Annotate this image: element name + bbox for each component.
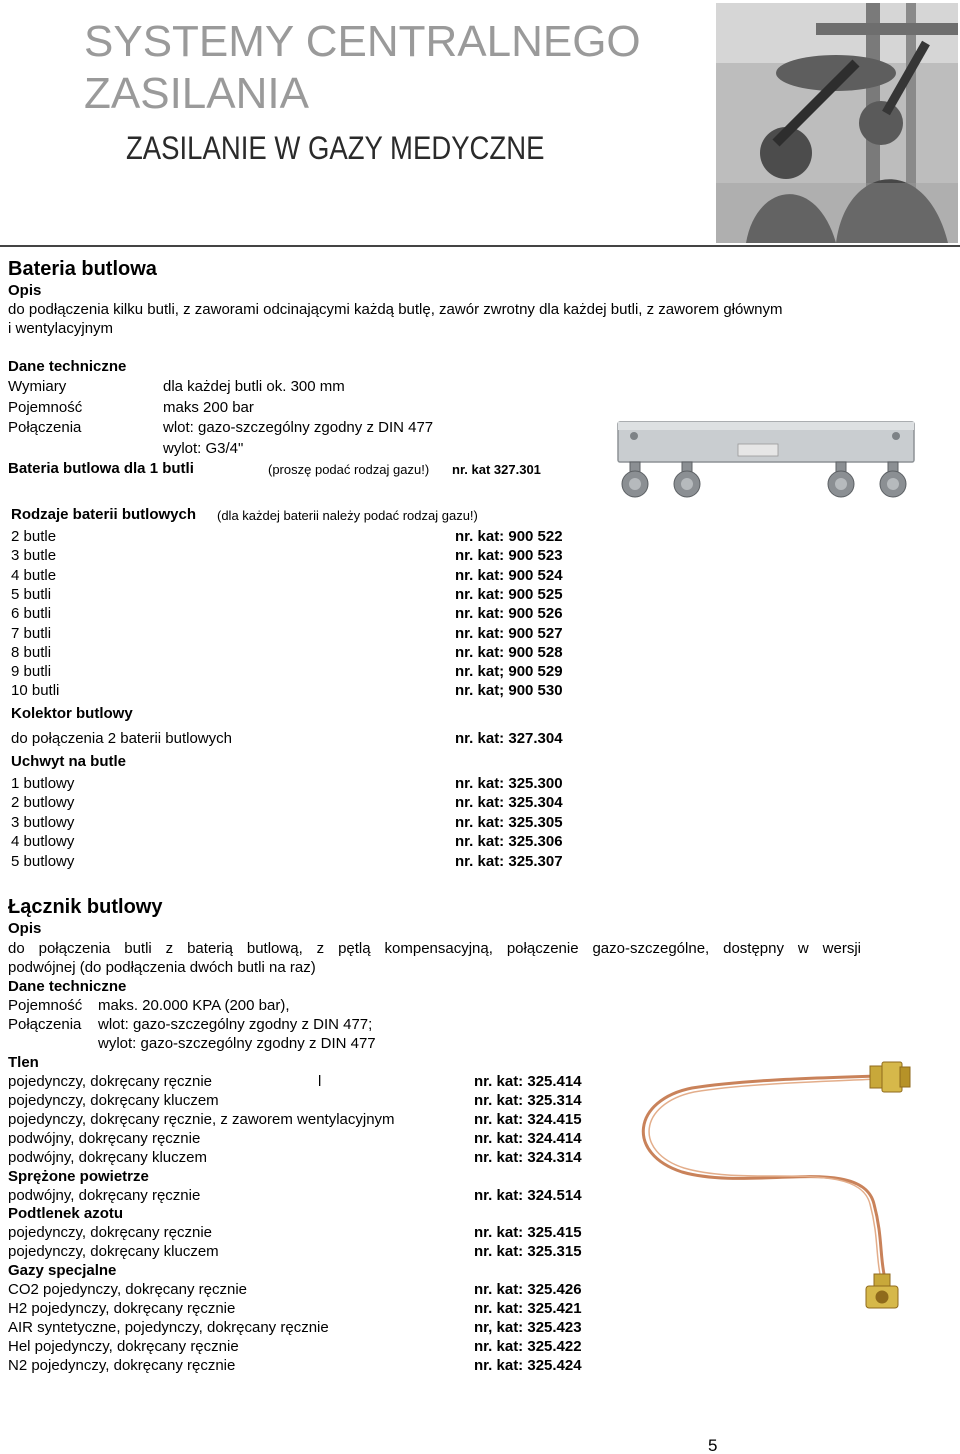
item-name: 4 butle — [11, 567, 57, 584]
spec-value: maks 200 bar — [163, 399, 254, 416]
item-name: 1 butlowy — [11, 775, 75, 792]
spec-label: Wymiary — [8, 378, 67, 395]
item-name: Hel pojedynczy, dokręcany ręcznie — [8, 1338, 239, 1355]
list-item — [11, 528, 611, 547]
page-number: 5 — [708, 1436, 718, 1454]
item-name: podwójny, dokręcany ręcznie — [8, 1130, 201, 1147]
bateria-dane-label: Dane techniczne — [8, 358, 127, 375]
header-title-line2: ZASILANIA — [84, 69, 309, 118]
header-divider — [0, 245, 960, 247]
item-name: H2 pojedynczy, dokręcany ręcznie — [8, 1300, 236, 1317]
list-item — [8, 1357, 628, 1376]
list-item — [8, 1149, 628, 1168]
lacznik-opis-line1: do połączenia butli z baterią butlową, z pętlą kompensacyjną, połączenie gazo-szczególne, dostępny w wersji — [8, 940, 861, 957]
item-name: pojedynczy, dokręcany ręcznie — [8, 1073, 212, 1090]
uchwyt-heading: Uchwyt na butle — [11, 753, 127, 770]
spec-label: Pojemność — [8, 997, 83, 1014]
item-cat: nr. kat: 900 522 — [455, 528, 563, 545]
list-item — [8, 1300, 628, 1319]
item-cat: nr. kat: 325.315 — [474, 1243, 582, 1260]
workers-photo-image — [716, 3, 958, 243]
list-item — [8, 1092, 628, 1111]
item-cat: nr. kat; 900 530 — [455, 682, 563, 699]
list-item — [11, 730, 611, 749]
manifold-image — [604, 408, 926, 504]
item-cat: nr. kat: 324.415 — [474, 1111, 582, 1128]
item-cat: nr. kat: 900 525 — [455, 586, 563, 603]
list-item — [11, 605, 611, 624]
item-cat: nr. kat: 325.422 — [474, 1338, 582, 1355]
list-item — [11, 567, 611, 586]
kolektor-heading: Kolektor butlowy — [11, 705, 133, 722]
item-cat: nr. kat: 325.415 — [474, 1224, 582, 1241]
item-cat: nr. kat; 900 529 — [455, 663, 563, 680]
item-name: 10 butli — [11, 682, 60, 699]
pipe-connector-image — [612, 1054, 954, 1324]
item-cat: nr. kat: 325.426 — [474, 1281, 582, 1298]
item-cat: nr. kat: 325.300 — [455, 775, 563, 792]
list-item — [8, 1319, 628, 1338]
item-cat: nr. kat: 324.314 — [474, 1149, 582, 1166]
group-heading-gazy: Gazy specjalne — [8, 1262, 117, 1279]
bateria-opis-label: Opis — [8, 282, 42, 299]
item-name: pojedynczy, dokręcany kluczem — [8, 1243, 219, 1260]
list-item — [8, 1281, 628, 1300]
item-cat: nr. kat: 900 523 — [455, 547, 563, 564]
header-title-line1: SYSTEMY CENTRALNEGO — [84, 17, 641, 66]
list-item — [11, 547, 611, 566]
list-item — [11, 814, 611, 833]
bateria-opis-line1: do podłączenia kilku butli, z zaworami odcinającymi każdą butlę, zawór zwrotny dla każdej butli, z zaworem głównym — [8, 301, 783, 318]
single-battery-label: Bateria butlowa dla 1 butli — [8, 460, 194, 477]
item-cat: nr. kat: 325.307 — [455, 853, 563, 870]
item-name: N2 pojedynczy, dokręcany ręcznie — [8, 1357, 236, 1374]
item-mark: l — [318, 1073, 322, 1090]
lacznik-opis-label: Opis — [8, 920, 42, 937]
item-cat: nr. kat: 325.421 — [474, 1300, 582, 1317]
bateria-opis-line2: i wentylacyjnym — [8, 320, 114, 337]
item-cat: nr. kat: 325.424 — [474, 1357, 582, 1374]
item-cat: nr. kat: 324.414 — [474, 1130, 582, 1147]
item-name: pojedynczy, dokręcany ręcznie, z zaworem wentylacyjnym — [8, 1111, 395, 1128]
spec-value: wylot: gazo-szczególny zgodny z DIN 477 — [98, 1035, 376, 1052]
item-name: 3 butle — [11, 547, 57, 564]
item-name: 6 butli — [11, 605, 52, 622]
item-name: AIR syntetyczne, pojedynczy, dokręcany ręcznie — [8, 1319, 329, 1336]
bateria-heading: Bateria butlowa — [8, 258, 157, 280]
header-subtitle: ZASILANIE W GAZY MEDYCZNE — [126, 130, 545, 166]
header-photo — [716, 3, 958, 243]
spec-value: wlot: gazo-szczególny zgodny z DIN 477 — [163, 419, 434, 436]
item-cat: nr. kat: 325.314 — [474, 1092, 582, 1109]
list-item — [8, 1224, 628, 1243]
list-item — [11, 794, 611, 813]
list-item — [8, 1187, 628, 1206]
item-name: do połączenia 2 baterii butlowych — [11, 730, 232, 747]
item-cat: nr, kat: 325.423 — [474, 1319, 582, 1336]
group-heading-powietrze: Sprężone powietrze — [8, 1168, 149, 1185]
spec-value: dla każdej butli ok. 300 mm — [163, 378, 345, 395]
item-name: 3 butlowy — [11, 814, 75, 831]
spec-value: wylot: G3/4" — [163, 440, 244, 457]
list-item — [11, 853, 611, 872]
item-cat: nr. kat: 325.414 — [474, 1073, 582, 1090]
item-cat: nr. kat: 900 526 — [455, 605, 563, 622]
list-item — [8, 1111, 628, 1130]
lacznik-heading: Łącznik butlowy — [8, 896, 163, 918]
list-item — [11, 586, 611, 605]
single-battery-note: (proszę podać rodzaj gazu!) — [268, 462, 430, 477]
list-item — [11, 644, 611, 663]
types-note: (dla każdej baterii należy podać rodzaj gazu!) — [217, 508, 478, 523]
group-heading-tlen: Tlen — [8, 1054, 39, 1071]
item-cat: nr. kat: 900 527 — [455, 625, 563, 642]
item-cat: nr. kat: 325.305 — [455, 814, 563, 831]
item-cat: nr. kat: 900 528 — [455, 644, 563, 661]
item-name: pojedynczy, dokręcany kluczem — [8, 1092, 219, 1109]
item-name: 2 butle — [11, 528, 57, 545]
spec-label: Pojemność — [8, 399, 83, 416]
lacznik-opis-line2: podwójnej (do podłączenia dwóch butli na raz) — [8, 959, 316, 976]
list-item — [11, 682, 611, 701]
item-name: pojedynczy, dokręcany ręcznie — [8, 1224, 212, 1241]
item-cat: nr. kat: 325.304 — [455, 794, 563, 811]
single-battery-cat: nr. kat 327.301 — [452, 462, 541, 477]
list-item — [11, 625, 611, 644]
item-name: 5 butlowy — [11, 853, 75, 870]
lacznik-dane-label: Dane techniczne — [8, 978, 127, 995]
spec-label: Połączenia — [8, 1016, 82, 1033]
item-name: 9 butli — [11, 663, 52, 680]
item-cat: nr. kat: 327.304 — [455, 730, 563, 747]
list-item — [11, 775, 611, 794]
list-item — [8, 1338, 628, 1357]
item-name: 8 butli — [11, 644, 52, 661]
item-cat: nr. kat: 900 524 — [455, 567, 563, 584]
item-name: 2 butlowy — [11, 794, 75, 811]
list-item — [11, 663, 611, 682]
spec-value: maks. 20.000 KPA (200 bar), — [98, 997, 290, 1014]
item-name: 4 butlowy — [11, 833, 75, 850]
item-cat: nr. kat: 324.514 — [474, 1187, 582, 1204]
list-item — [8, 1130, 628, 1149]
item-name: podwójny, dokręcany kluczem — [8, 1149, 207, 1166]
item-name: podwójny, dokręcany ręcznie — [8, 1187, 201, 1204]
item-cat: nr. kat: 325.306 — [455, 833, 563, 850]
types-heading: Rodzaje baterii butlowych — [11, 506, 197, 523]
item-name: CO2 pojedynczy, dokręcany ręcznie — [8, 1281, 248, 1298]
list-item — [11, 833, 611, 852]
spec-label: Połączenia — [8, 419, 82, 436]
list-item — [8, 1073, 628, 1092]
item-name: 5 butli — [11, 586, 52, 603]
item-name: 7 butli — [11, 625, 52, 642]
group-heading-podtlenek: Podtlenek azotu — [8, 1205, 124, 1222]
list-item — [8, 1243, 628, 1262]
spec-value: wlot: gazo-szczególny zgodny z DIN 477; — [98, 1016, 373, 1033]
